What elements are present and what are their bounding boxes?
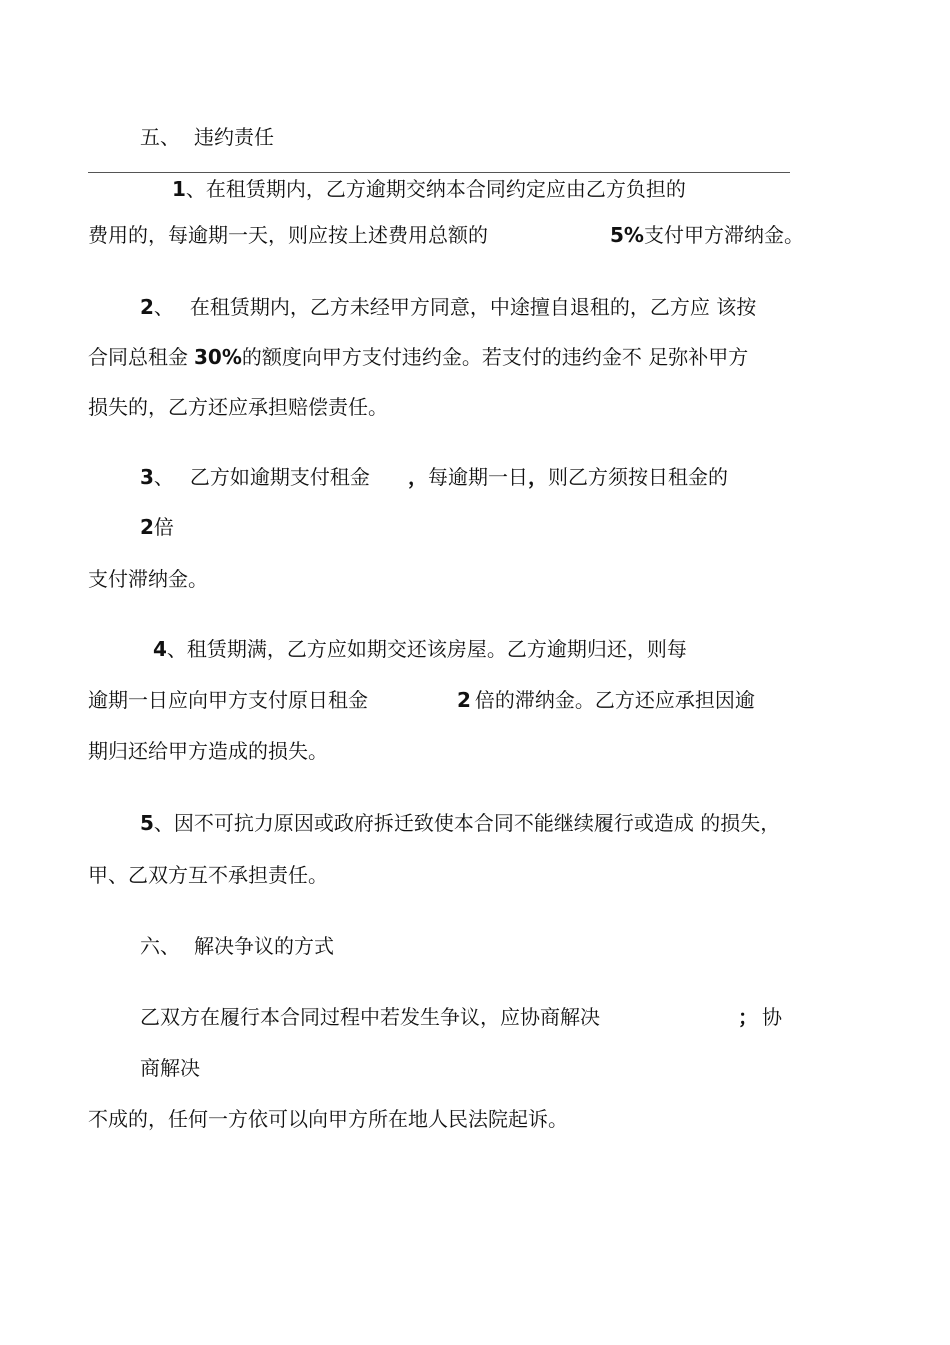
clause-2-text-3: 的额度向甲方支付违约金。若支付的违约金不 足弥补甲方	[241, 345, 749, 369]
clause-3-line-1	[140, 464, 370, 490]
clause-1-number: 1	[172, 177, 186, 201]
clause-4-line-2	[88, 687, 368, 713]
section-6-semicolon: ；	[738, 1005, 758, 1029]
section-6-title: 解决争议的方式	[194, 934, 334, 958]
header-rule	[88, 172, 790, 173]
clause-4-number: 4	[153, 637, 167, 661]
clause-4-text-4: 期归还给甲方造成的损失。	[88, 739, 328, 763]
clause-3-text-4: 倍	[153, 515, 174, 539]
clause-1-text-2: 费用的，每逾期一天，则应按上述费用总额的	[88, 223, 488, 247]
clause-1-line-1	[172, 176, 686, 202]
clause-2-separator: 、	[153, 295, 174, 319]
section-6-text-1: 乙双方在履行本合同过程中若发生争议，应协商解决	[140, 1005, 600, 1029]
clause-1-text-1: 、在租赁期内，乙方逾期交纳本合同约定应由乙方负担的	[185, 177, 686, 201]
clause-2-rate: 30%	[194, 345, 242, 369]
clause-2-text-2: 合同总租金	[88, 345, 188, 369]
clause-1-text-3: 支付甲方滞纳金。	[643, 223, 804, 247]
clause-3-line-3	[88, 566, 208, 592]
clause-3-text-2: 每逾期一日	[428, 465, 528, 489]
section-6-line-2	[140, 1055, 200, 1081]
clause-4-line-2-tail	[457, 687, 755, 713]
clause-4-text-2: 逾期一日应向甲方支付原日租金	[88, 688, 368, 712]
clause-3-line-1-tail	[408, 464, 728, 490]
clause-5-number: 5	[140, 811, 154, 835]
clause-4-line-3	[88, 738, 328, 764]
section-6-number: 六、	[140, 934, 180, 958]
clause-3-separator: 、	[153, 465, 174, 489]
clause-4-line-1	[153, 636, 687, 662]
clause-2-line-2	[88, 344, 748, 370]
clause-1-line-2-tail	[610, 222, 804, 248]
clause-2-text-4: 损失的，乙方还应承担赔偿责任。	[88, 395, 388, 419]
section-6-heading	[140, 933, 334, 959]
section-5-number: 五、	[140, 125, 180, 149]
clause-4-multiplier: 2	[457, 688, 471, 712]
clause-2-line-3	[88, 394, 388, 420]
clause-2-number: 2	[140, 295, 154, 319]
section-5-heading	[140, 124, 274, 150]
clause-2-text-1: 在租赁期内，乙方未经甲方同意，中途擅自退租的，乙方应 该按	[189, 295, 757, 319]
clause-3-line-2	[140, 514, 174, 540]
clause-3-number: 3	[140, 465, 154, 489]
clause-4-text-1: 、租赁期满，乙方应如期交还该房屋。乙方逾期归还，则每	[166, 637, 687, 661]
clause-2-line-1	[140, 294, 756, 320]
clause-5-text-2: 甲、乙双方互不承担责任。	[88, 863, 328, 887]
section-5-title: 违约责任	[194, 125, 274, 149]
clause-3-text-1: 乙方如逾期支付租金	[189, 465, 370, 489]
clause-3-text-5: 支付滞纳金。	[88, 567, 208, 591]
clause-1-line-2	[88, 222, 488, 248]
clause-3-multiplier: 2	[140, 515, 154, 539]
section-6-line-3	[88, 1106, 568, 1132]
section-6-text-2: 协	[762, 1005, 782, 1029]
section-6-line-1	[140, 1004, 600, 1030]
clause-5-line-2	[88, 862, 328, 888]
section-6-line-1-tail	[738, 1004, 782, 1030]
clause-5-line-1	[140, 810, 780, 836]
clause-3-comma-1: ，	[408, 465, 428, 489]
clause-3-comma-2: ，	[528, 465, 548, 489]
clause-5-text-1: 、因不可抗力原因或政府拆迁致使本合同不能继续履行或造成 的损失，	[153, 811, 781, 835]
clause-3-text-3: 则乙方须按日租金的	[548, 465, 728, 489]
clause-4-text-3: 倍的滞纳金。乙方还应承担因逾	[474, 688, 755, 712]
clause-1-rate: 5%	[610, 223, 644, 247]
section-6-text-4: 不成的，任何一方依可以向甲方所在地人民法院起诉。	[88, 1107, 568, 1131]
section-6-text-3: 商解决	[140, 1056, 200, 1080]
